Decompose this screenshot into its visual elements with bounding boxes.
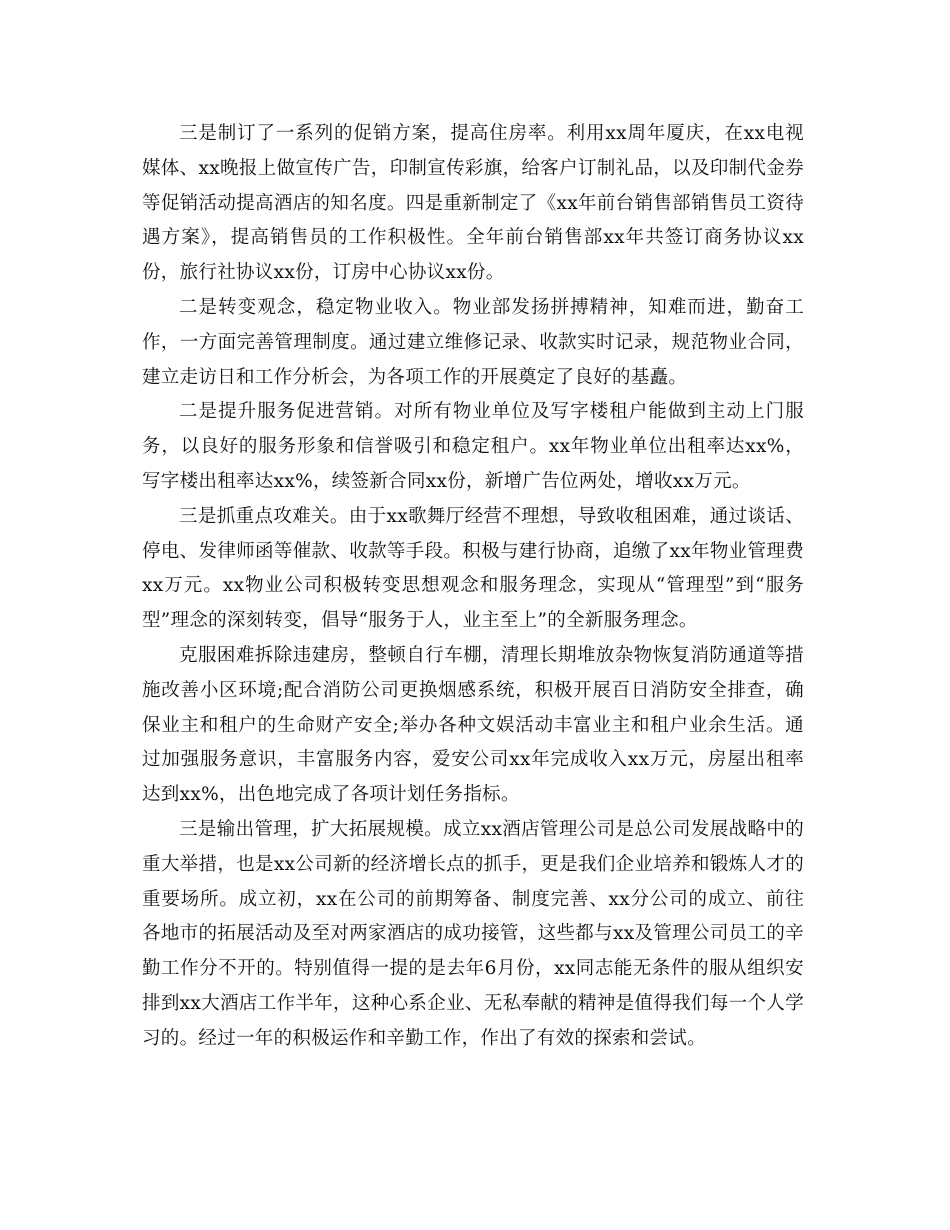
- paragraph-service-marketing: 二是提升服务促进营销。对所有物业单位及写字楼租户能做到主动上门服务，以良好的服务形象和信誉吸引和稳定租户。xx年物业单位出租率达xx%，写字楼出租率达xx%，续签新合同xx份，新增广告位两处，增收xx万元。: [142, 401, 804, 492]
- paragraph-property-income: 二是转变观念，稳定物业收入。物业部发扬拼搏精神，知难而进，勤奋工作，一方面完善管理制度。通过建立维修记录、收款实时记录，规范物业合同，建立走访日和工作分析会，为各项工作的开展奠定了良好的基矗。: [142, 296, 804, 388]
- paragraph-community-environment: 克服困难拆除违建房，整顿自行车棚，清理长期堆放杂物恢复消防通道等措施改善小区环境;配合消防公司更换烟感系统，积极开展百日消防安全排查，确保业主和租户的生命财产安全;举办各种文娱活动丰富业主和租户业余生活。通过加强服务意识，丰富服务内容，爱安公司xx年完成收入xx万元，房屋出租率达到xx%，出色地完成了各项计划任务指标。: [142, 644, 804, 806]
- document-body: [142, 117, 804, 1057]
- paragraph-promotion-plan: 三是制订了一系列的促销方案，提高住房率。利用xx周年厦庆，在xx电视媒体、xx晚报上做宣传广告，印制宣传彩旗，给客户订制礼品，以及印制代金券等促销活动提高酒店的知名度。四是重新制定了《xx年前台销售部销售员工资待遇方案》，提高销售员的工作积极性。全年前台销售部xx年共签订商务协议xx份，旅行社协议xx份，订房中心协议xx份。: [142, 123, 804, 284]
- paragraph-key-difficulties: 三是抓重点攻难关。由于xx歌舞厅经营不理想，导致收租困难，通过谈话、停电、发律师函等催款、收款等手段。积极与建行协商，追缴了xx年物业管理费xx万元。xx物业公司积极转变思想观念和服务理念，实现从“管理型”到“服务型”理念的深刻转变，倡导“服务于人，业主至上”的全新服务理念。: [142, 505, 804, 632]
- paragraph-management-expansion: 三是输出管理，扩大拓展规模。成立xx酒店管理公司是总公司发展战略中的重大举措，也是xx公司新的经济增长点的抓手，更是我们企业培养和锻炼人才的重要场所。成立初，xx在公司的前期筹备、制度完善、xx分公司的成立、前往各地市的拓展活动及至对两家酒店的成功接管，这些都与xx及管理公司员工的辛勤工作分不开的。特别值得一提的是去年6月份，xx同志能无条件的服从组织安排到xx大酒店工作半年，这种心系企业、无私奉献的精神是值得我们每一个人学习的。经过一年的积极运作和辛勤工作，作出了有效的探索和尝试。: [142, 818, 804, 1049]
